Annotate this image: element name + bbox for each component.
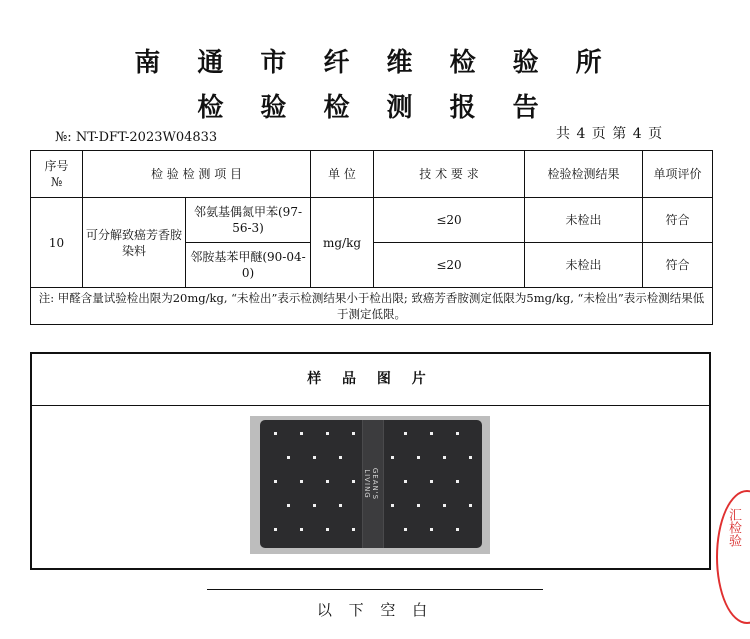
pattern-dot [339, 456, 342, 459]
subitem-result: 未检出 [525, 198, 643, 243]
pattern-dot [300, 528, 303, 531]
pattern-dot [313, 504, 316, 507]
row-seq: 10 [31, 198, 83, 288]
pattern-dot [313, 456, 316, 459]
pattern-dot [430, 432, 433, 435]
row-category: 可分解致癌芳香胺染料 [83, 198, 186, 288]
pattern-dot [404, 432, 407, 435]
pattern-dot [326, 528, 329, 531]
results-table [30, 150, 713, 325]
pattern-dot [274, 480, 277, 483]
pattern-dot [430, 528, 433, 531]
seal-text: 汇检验 [726, 508, 741, 547]
pattern-dot [274, 432, 277, 435]
header-item: 检 验 检 测 项 目 [83, 151, 311, 198]
table-note: 注: 甲醛含量试验检出限为20mg/kg, “未检出”表示检测结果小于检出限; 致癌芳香胺测定低限为5mg/kg, “未检出”表示检测结果低于测定低限。 [31, 288, 713, 325]
pattern-dot [417, 504, 420, 507]
subitem-result: 未检出 [525, 243, 643, 288]
subitem-evaluation: 符合 [643, 243, 713, 288]
subitem-name: 邻氨基偶氮甲苯(97-56-3) [186, 198, 311, 243]
subitem-requirement: ≤20 [374, 198, 525, 243]
band-label: GEAN'S LIVING [363, 467, 379, 501]
pattern-dot [456, 432, 459, 435]
report-number: №: NT-DFT-2023W04833 [55, 130, 218, 145]
pattern-dot [443, 504, 446, 507]
pattern-dot [352, 480, 355, 483]
pattern-dot [456, 480, 459, 483]
pattern-dot [391, 504, 394, 507]
pattern-dot [300, 432, 303, 435]
pattern-dot [456, 528, 459, 531]
header-evaluation: 单项评价 [643, 151, 713, 198]
pattern-dot [287, 456, 290, 459]
pattern-dot [287, 504, 290, 507]
table-header-row [31, 151, 713, 198]
pattern-dot [326, 480, 329, 483]
pattern-dot [352, 528, 355, 531]
pattern-dot [326, 432, 329, 435]
pattern-dot [443, 456, 446, 459]
row-unit: mg/kg [311, 198, 374, 288]
pattern-dot [404, 528, 407, 531]
header-seq-no: № [50, 175, 63, 189]
pattern-dot [404, 480, 407, 483]
pattern-dot [352, 432, 355, 435]
pattern-dot [469, 456, 472, 459]
sample-heading: 样 品 图 片 [30, 352, 711, 406]
subitem-name: 邻胺基苯甲醚(90-04-0) [186, 243, 311, 288]
pattern-dot [274, 528, 277, 531]
table-note-row [31, 288, 713, 325]
header-requirement: 技 术 要 求 [374, 151, 525, 198]
page-info: 共 4 页 第 4 页 [556, 126, 664, 142]
header-unit: 单 位 [311, 151, 374, 198]
report-title: 检 验 检 测 报 告 [197, 93, 553, 123]
pattern-dot [469, 504, 472, 507]
blank-marker: 以 下 空 白 [316, 601, 434, 619]
pattern-dot [391, 456, 394, 459]
header-seq [31, 151, 83, 198]
end-rule [207, 589, 543, 590]
pattern-dot [417, 456, 420, 459]
pattern-dot [430, 480, 433, 483]
table-row [31, 198, 713, 243]
subitem-evaluation: 符合 [643, 198, 713, 243]
subitem-requirement: ≤20 [374, 243, 525, 288]
institute-name: 南 通 市 纤 维 检 验 所 [134, 48, 616, 78]
pattern-dot [300, 480, 303, 483]
header-result: 检验检测结果 [525, 151, 643, 198]
pattern-dot [339, 504, 342, 507]
header-seq-label: 序号 [44, 159, 69, 173]
